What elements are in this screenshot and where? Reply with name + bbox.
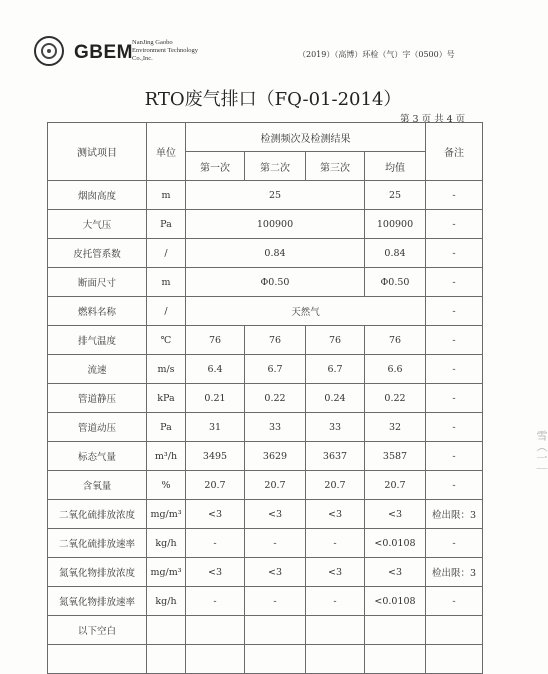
cell-v2: -	[245, 587, 306, 616]
cell-v3: 76	[306, 326, 365, 355]
table-row	[48, 210, 483, 239]
cell-item: 二氧化硫排放速率	[48, 529, 147, 558]
cell-unit: m	[147, 268, 186, 297]
cell-avg: 0.84	[365, 239, 426, 268]
cell-unit: m/s	[147, 355, 186, 384]
cell-avg: <3	[365, 558, 426, 587]
cell-v2	[245, 616, 306, 645]
cell-avg: 0.22	[365, 384, 426, 413]
cell-item: 管道动压	[48, 413, 147, 442]
cell-item: 二氧化硫排放浓度	[48, 500, 147, 529]
cell-v3	[306, 616, 365, 645]
table-row	[48, 297, 483, 326]
header-sub-3: 第三次	[306, 152, 365, 181]
table-row	[48, 471, 483, 500]
cell-avg	[365, 616, 426, 645]
cell-item	[48, 645, 147, 674]
header-sub-avg: 均值	[365, 152, 426, 181]
side-stamp: 雪（一｜	[535, 430, 548, 474]
cell-v3: 6.7	[306, 355, 365, 384]
cell-v1: 20.7	[186, 471, 245, 500]
header-unit: 单位	[147, 123, 186, 181]
cell-v1: <3	[186, 558, 245, 587]
cell-avg: 20.7	[365, 471, 426, 500]
cell-remark	[426, 645, 483, 674]
cell-v3: 20.7	[306, 471, 365, 500]
cell-unit: Pa	[147, 413, 186, 442]
header-group: 检测频次及检测结果	[186, 123, 426, 152]
cell-avg: 76	[365, 326, 426, 355]
table-row	[48, 529, 483, 558]
cell-v1: -	[186, 529, 245, 558]
brand-name: GBEM	[74, 42, 133, 63]
table-row	[48, 500, 483, 529]
table-row	[48, 355, 483, 384]
cell-avg: <0.0108	[365, 587, 426, 616]
cell-v3: <3	[306, 558, 365, 587]
cell-v2: 6.7	[245, 355, 306, 384]
table-row	[48, 413, 483, 442]
cell-v2: -	[245, 529, 306, 558]
page-title: RTO废气排口（FQ-01-2014）	[144, 89, 402, 110]
cell-v1: <3	[186, 500, 245, 529]
company-logo	[34, 36, 64, 66]
cell-unit	[147, 645, 186, 674]
cell-unit: %	[147, 471, 186, 500]
cell-v1	[186, 645, 245, 674]
cell-v2: <3	[245, 500, 306, 529]
cell-unit: mg/m³	[147, 500, 186, 529]
cell-unit: kg/h	[147, 529, 186, 558]
cell-v2: 20.7	[245, 471, 306, 500]
company-line: Environment Technology	[132, 47, 199, 54]
cell-v2: 76	[245, 326, 306, 355]
cell-avg: <0.0108	[365, 529, 426, 558]
page-number: 第 3 页 共 4 页	[400, 114, 466, 125]
cell-unit: ℃	[147, 326, 186, 355]
cell-remark: 检出限：3	[426, 500, 483, 529]
cell-remark: -	[426, 529, 483, 558]
cell-item: 断面尺寸	[48, 268, 147, 297]
cell-remark: -	[426, 210, 483, 239]
cell-unit: m	[147, 181, 186, 210]
logo-center-icon	[47, 49, 51, 53]
cell-merged: 100900	[186, 210, 365, 239]
cell-v3	[306, 645, 365, 674]
cell-item: 以下空白	[48, 616, 147, 645]
table-row	[48, 268, 483, 297]
cell-avg	[365, 645, 426, 674]
cell-remark: 检出限：3	[426, 558, 483, 587]
cell-item: 管道静压	[48, 384, 147, 413]
company-name	[132, 39, 198, 63]
cell-remark: -	[426, 442, 483, 471]
cell-merged: Φ0.50	[186, 268, 365, 297]
cell-remark: -	[426, 326, 483, 355]
cell-unit	[147, 616, 186, 645]
cell-remark: -	[426, 384, 483, 413]
cell-v1: 0.21	[186, 384, 245, 413]
company-line: Co.,Inc.	[132, 55, 153, 62]
cell-item: 排气温度	[48, 326, 147, 355]
cell-v2: 3629	[245, 442, 306, 471]
cell-v3: -	[306, 529, 365, 558]
table-row	[48, 645, 483, 674]
cell-item: 大气压	[48, 210, 147, 239]
header-sub-2: 第二次	[245, 152, 306, 181]
cell-remark: -	[426, 239, 483, 268]
cell-v3: 33	[306, 413, 365, 442]
table-row	[48, 181, 483, 210]
table-row	[48, 326, 483, 355]
cell-remark: -	[426, 297, 483, 326]
cell-unit: mg/m³	[147, 558, 186, 587]
cell-v1: 3495	[186, 442, 245, 471]
cell-remark: -	[426, 181, 483, 210]
cell-v2: <3	[245, 558, 306, 587]
cell-avg: Φ0.50	[365, 268, 426, 297]
cell-avg: 32	[365, 413, 426, 442]
table-row	[48, 616, 483, 645]
report-header	[34, 36, 534, 70]
cell-v3: <3	[306, 500, 365, 529]
cell-unit: Pa	[147, 210, 186, 239]
cell-avg: 3587	[365, 442, 426, 471]
certificate-number: （2019）（高博）环检（气）字（0500）号	[298, 50, 455, 59]
cell-v2: 0.22	[245, 384, 306, 413]
cell-v3: 0.24	[306, 384, 365, 413]
cell-merged: 天然气	[186, 297, 426, 326]
cell-item: 燃料名称	[48, 297, 147, 326]
cell-v1: 76	[186, 326, 245, 355]
cell-remark: -	[426, 471, 483, 500]
cell-remark	[426, 616, 483, 645]
cell-remark: -	[426, 268, 483, 297]
cell-v3: 3637	[306, 442, 365, 471]
cell-v3: -	[306, 587, 365, 616]
cell-item: 皮托管系数	[48, 239, 147, 268]
cell-unit: kPa	[147, 384, 186, 413]
cell-unit: m³/h	[147, 442, 186, 471]
cell-avg: 6.6	[365, 355, 426, 384]
cell-unit: /	[147, 297, 186, 326]
table-row	[48, 558, 483, 587]
table-row	[48, 587, 483, 616]
cell-avg: 25	[365, 181, 426, 210]
header-remark: 备注	[426, 123, 483, 181]
cell-v1: 6.4	[186, 355, 245, 384]
cell-v2: 33	[245, 413, 306, 442]
cell-item: 氮氧化物排放速率	[48, 587, 147, 616]
cell-item: 烟囱高度	[48, 181, 147, 210]
cell-item: 含氧量	[48, 471, 147, 500]
table-row	[48, 384, 483, 413]
cell-v2	[245, 645, 306, 674]
header-sub-1: 第一次	[186, 152, 245, 181]
cell-avg: <3	[365, 500, 426, 529]
table-row	[48, 442, 483, 471]
cell-avg: 100900	[365, 210, 426, 239]
cell-remark: -	[426, 413, 483, 442]
cell-v1	[186, 616, 245, 645]
cell-remark: -	[426, 587, 483, 616]
cell-unit: /	[147, 239, 186, 268]
cell-v1: -	[186, 587, 245, 616]
cell-merged: 25	[186, 181, 365, 210]
cell-item: 标态气量	[48, 442, 147, 471]
cell-unit: kg/h	[147, 587, 186, 616]
cell-item: 氮氧化物排放浓度	[48, 558, 147, 587]
header-item: 测试项目	[48, 123, 147, 181]
cell-item: 流速	[48, 355, 147, 384]
company-line: NanJing Gaobo	[132, 39, 173, 46]
cell-merged: 0.84	[186, 239, 365, 268]
cell-v1: 31	[186, 413, 245, 442]
cell-remark: -	[426, 355, 483, 384]
table-row	[48, 239, 483, 268]
results-table	[47, 122, 483, 674]
